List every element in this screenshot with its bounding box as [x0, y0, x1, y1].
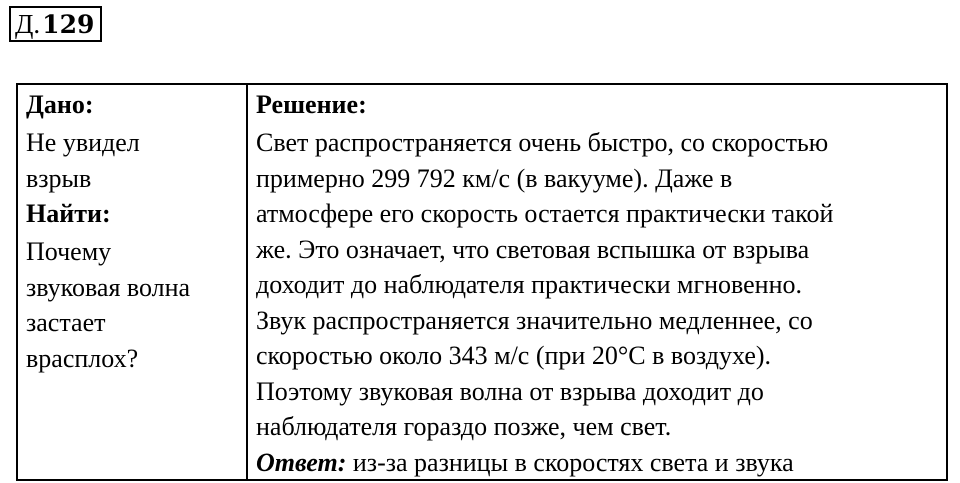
task-prefix: Д.	[15, 8, 41, 39]
find-line: врасплох?	[26, 343, 139, 373]
find-line: застает	[26, 308, 106, 337]
solution-line: Поэтому звуковая волна от взрыва доходит до	[256, 376, 764, 406]
find-line: Почему	[26, 237, 112, 266]
solution-line: атмосфере его скорость остается практически такой	[256, 199, 834, 228]
task-number-label	[9, 6, 102, 42]
solution-column	[248, 85, 946, 479]
answer-text: из-за разницы в скоростях света и звука	[346, 447, 794, 477]
solution-table	[16, 83, 948, 481]
given-line: Не увидел	[26, 128, 140, 157]
task-number: 129	[42, 9, 95, 39]
solution-line: примерно 299 792 км/с (в вакууме). Даже в	[256, 163, 733, 193]
given-column	[18, 85, 248, 479]
solution-heading: Решение:	[256, 90, 367, 119]
given-heading: Дано:	[26, 90, 94, 119]
solution-line: Звук распространяется значительно медленнее, со	[256, 305, 813, 335]
solution-line: же. Это означает, что световая вспышка от взрыва	[256, 234, 810, 264]
solution-line: скоростью около 343 м/с (при 20°C в воздухе).	[256, 341, 772, 370]
answer-label: Ответ:	[256, 447, 347, 477]
solution-line: доходит до наблюдателя практически мгновенно.	[256, 270, 803, 299]
solution-line: наблюдателя гораздо позже, чем свет.	[256, 412, 672, 441]
find-line: звуковая волна	[26, 272, 191, 302]
given-line: взрыв	[26, 163, 92, 193]
solution-line: Свет распространяется очень быстро, со скоростью	[256, 128, 829, 157]
answer-line	[256, 445, 942, 481]
find-heading: Найти:	[26, 199, 111, 228]
